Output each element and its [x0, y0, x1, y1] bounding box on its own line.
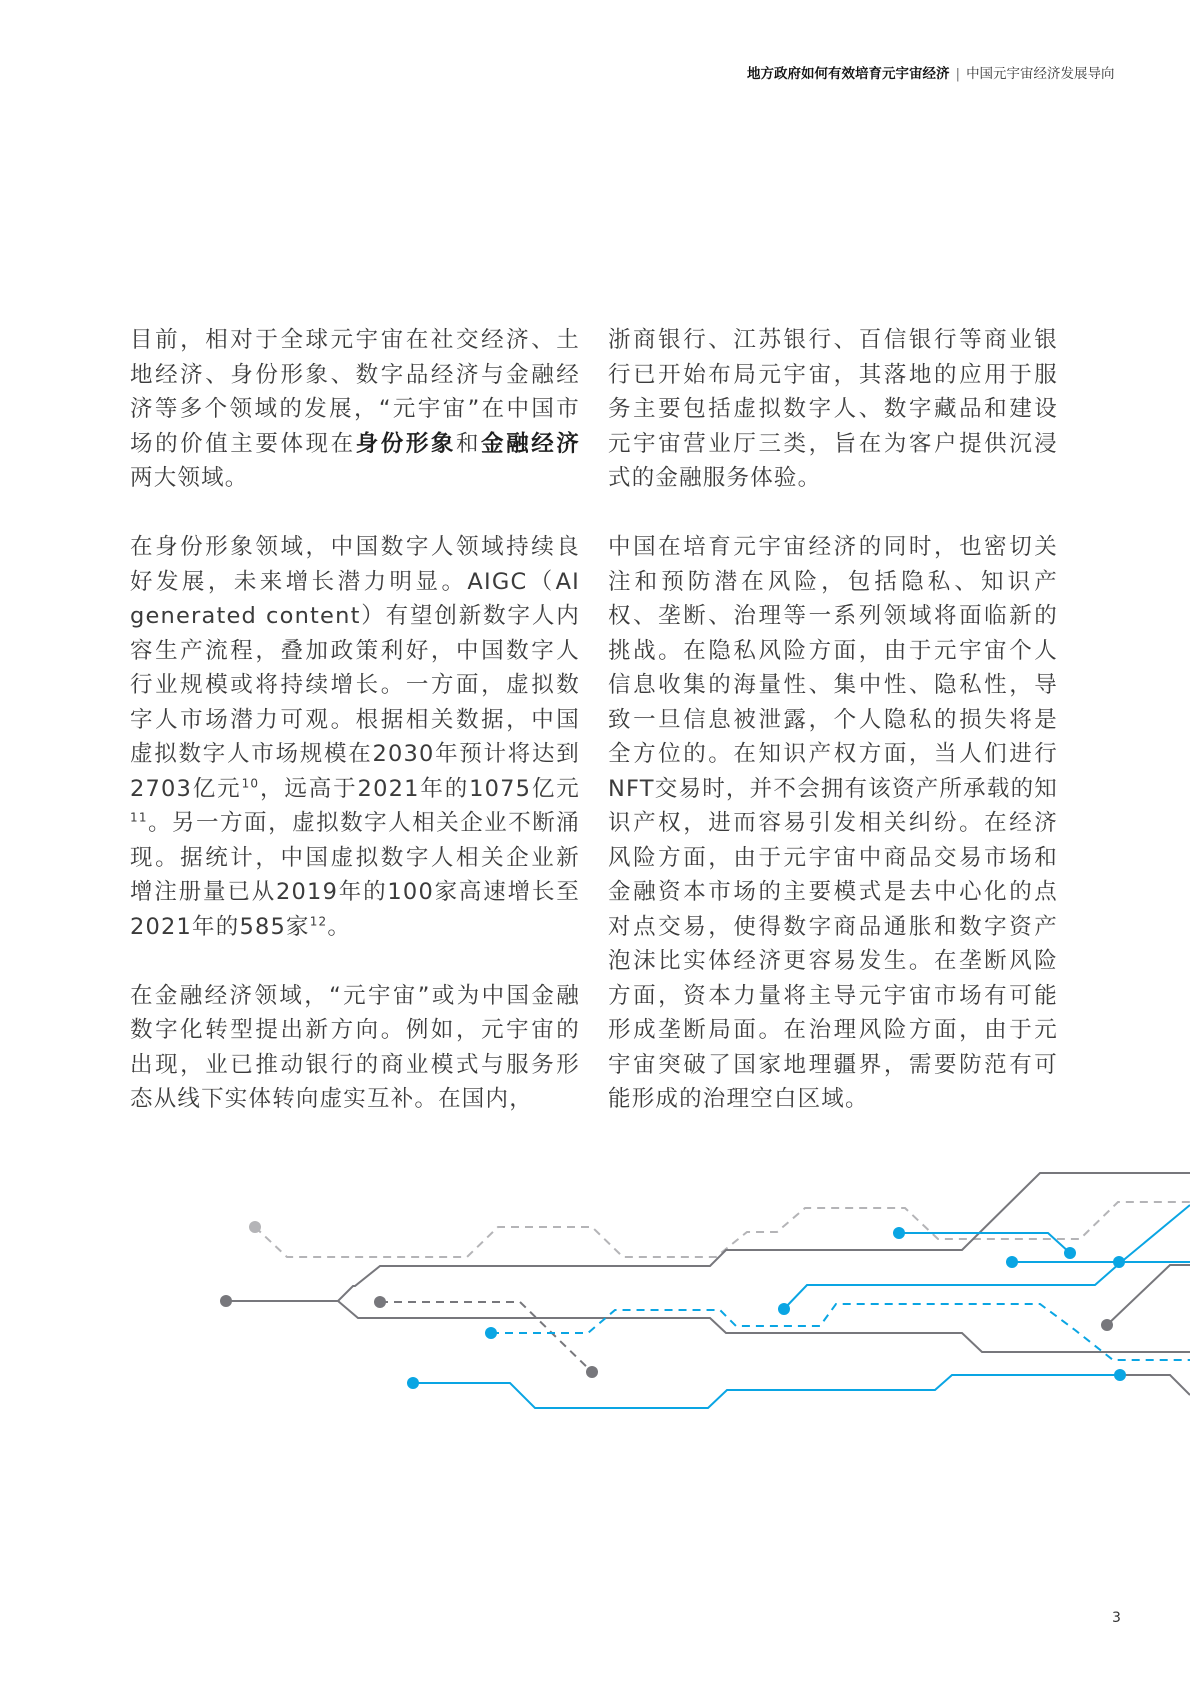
footnote-ref-12[interactable]: 12 — [309, 914, 328, 928]
paragraph-intro: 目前，相对于全球元宇宙在社交经济、土地经济、身份形象、数字品经济与金融经济等多个领域的发展，“元宇宙”在中国市场的价值主要体现在身份形象和金融经济两大领域。 — [130, 327, 580, 491]
header-title: 地方政府如何有效培育元宇宙经济 — [747, 66, 950, 82]
footnote-ref-11[interactable]: 11 — [130, 810, 148, 825]
left-column — [130, 323, 580, 1151]
highlight-finance: 金融经济 — [481, 430, 580, 457]
right-column — [608, 323, 1058, 1151]
paragraph-banks: 浙商银行、江苏银行、百信银行等商业银行已开始布局元宇宙，其落地的应用于服务主要包括虚拟数字人、数字藏品和建设元宇宙营业厅三类，旨在为客户提供沉浸式的金融服务体验。 — [608, 327, 1058, 491]
running-header — [747, 64, 1115, 84]
footnote-ref-10[interactable]: 10 — [241, 776, 260, 790]
circuit-decoration — [0, 1140, 1190, 1460]
node-dot — [249, 1221, 261, 1233]
page-number: 3 — [1112, 1610, 1121, 1626]
highlight-identity: 身份形象 — [355, 430, 456, 457]
paragraph-identity: 在身份形象领域，中国数字人领域持续良好发展，未来增长潜力明显。AIGC（AI generated content）有望创新数字人内容生产流程，叠加政策利好，中国数字人行业规模或将持续增长。一方面，虚拟数字人市场潜力可观。根据相关数据，中国虚拟数字人市场规模在2030年预计将达到2703亿元$^{10}$，远高于2021年的1075亿元$^{11}$。另一方面，虚拟数字人相关企业不断涌现。据统计，中国虚拟数字人相关企业新增注册量已从2019年的100家高速增长至2021年的585家$^{12}$。 — [130, 534, 580, 940]
paragraph-risks: 中国在培育元宇宙经济的同时，也密切关注和预防潜在风险，包括隐私、知识产权、垄断、治理等一系列领域将面临新的挑战。在隐私风险方面，由于元宇宙个人信息收集的海量性、集中性、隐私性，导致一旦信息被泄露，个人隐私的损失将是全方位的。在知识产权方面，当人们进行NFT交易时，并不会拥有该资产所承载的知识产权，进而容易引发相关纠纷。在经济风险方面，由于元宇宙中商品交易市场和金融资本市场的主要模式是去中心化的点对点交易，使得数字商品通胀和数字资产泡沫比实体经济更容易发生。在垄断风险方面，资本力量将主导元宇宙市场有可能形成垄断局面。在治理风险方面，由于元宇宙突破了国家地理疆界，需要防范有可能形成的治理空白区域。 — [608, 534, 1058, 1112]
paragraph-finance: 在金融经济领域，“元宇宙”或为中国金融数字化转型提出新方向。例如，元宇宙的出现，业已推动银行的商业模式与服务形态从线下实体转向虚实互补。在国内， — [130, 982, 580, 1112]
header-subtitle: 中国元宇宙经济发展导向 — [966, 66, 1115, 82]
header-separator: | — [955, 66, 961, 82]
